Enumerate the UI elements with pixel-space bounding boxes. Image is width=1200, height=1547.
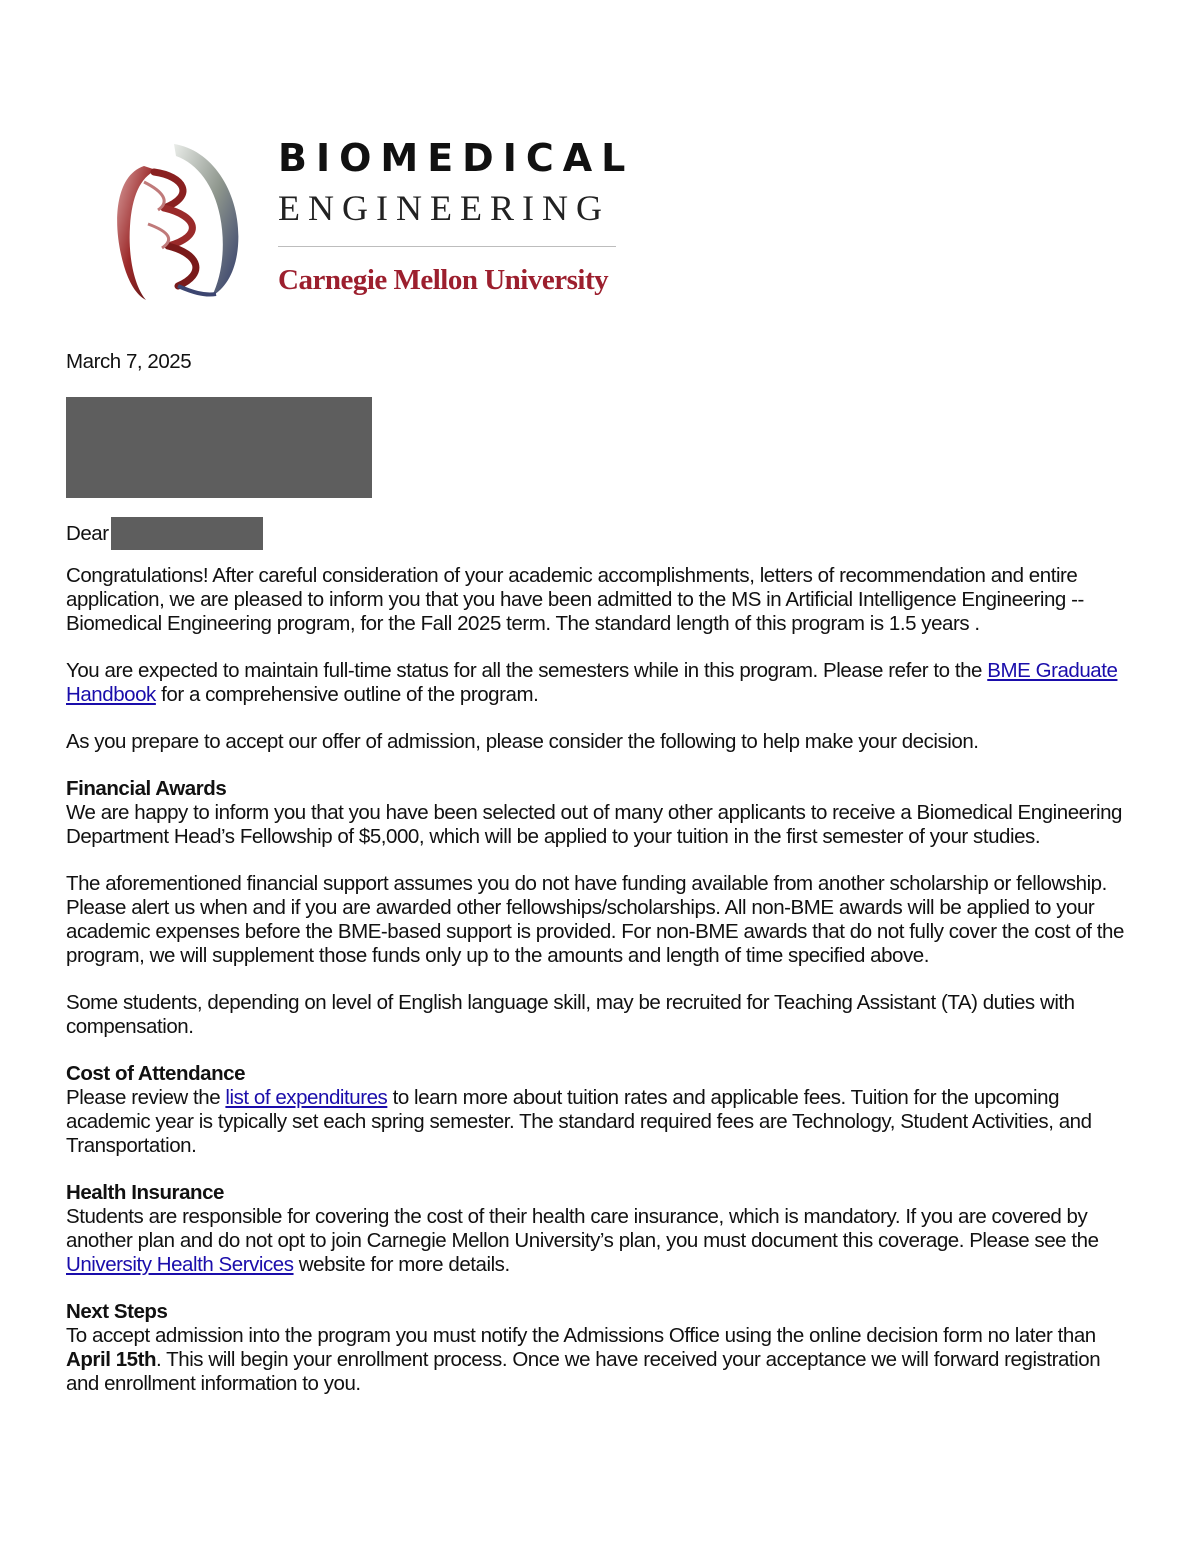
cost-heading: Cost of Attendance (66, 1062, 246, 1085)
department-name-line1: BIOMEDICAL (278, 136, 635, 180)
deadline-date: April 15th (66, 1348, 157, 1371)
cost-section (66, 1062, 1136, 1158)
university-name: Carnegie Mellon University (278, 264, 609, 296)
prepare-paragraph: As you prepare to accept our offer of admission, please consider the following to help make your decision. (66, 730, 979, 753)
salutation (66, 517, 1136, 550)
financial-awards-heading: Financial Awards (66, 777, 227, 800)
next-steps-text-before: To accept admission into the program you must notify the Admissions Office using the online decision form no later than (66, 1324, 1096, 1347)
status-paragraph (66, 659, 1136, 707)
redacted-name (111, 517, 263, 550)
letterhead-divider (278, 246, 616, 247)
cost-text-before: Please review the (66, 1086, 226, 1109)
financial-support-paragraph: The aforementioned financial support assumes you do not have funding available from another scholarship or fellowship. Please alert us when and if you are awarded other fellowships/scholarships. All non-BME awards will be applied to your academic expenses before the BME-based support is provided. For non-BME awards that do not fully cover the cost of the program, we will supplement those funds only up to the amounts and length of time specified above. (66, 872, 1124, 967)
next-steps-section (66, 1300, 1136, 1396)
redacted-address-block (66, 397, 372, 498)
health-heading: Health Insurance (66, 1181, 224, 1204)
next-steps-text-after: . This will begin your enrollment process. Once we have received your acceptance we will forward registration and enrollment information to you. (66, 1348, 1101, 1395)
next-steps-heading: Next Steps (66, 1300, 168, 1323)
bme-handbook-link[interactable]: BME Graduate Handbook (66, 659, 1118, 706)
bme-ribbon-logo-icon (104, 136, 252, 306)
cost-text-after: to learn more about tuition rates and applicable fees. Tuition for the upcoming academic year is typically set each spring semester. The standard required fees are Technology, Student Activities, and Transportation. (66, 1086, 1092, 1157)
letter-date: March 7, 2025 (66, 350, 192, 373)
financial-awards-section (66, 777, 1136, 849)
health-section (66, 1181, 1136, 1277)
salutation-text: Dear (66, 521, 109, 545)
intro-paragraph: Congratulations! After careful consideration of your academic accomplishments, letters of recommendation and entire application, we are pleased to inform you that you have been admitted to the MS in Artificial Intelligence Engineering -- Biomedical Engineering program, for the Fall 2025 term. The standard length of this program is 1.5 years . (66, 564, 1084, 635)
letter-body (66, 350, 1136, 1419)
department-name-line2: ENGINEERING (278, 188, 610, 228)
ta-paragraph: Some students, depending on level of English language skill, may be recruited for Teaching Assistant (TA) duties with compensation. (66, 991, 1075, 1038)
health-services-link[interactable]: University Health Services (66, 1253, 294, 1276)
health-text-after: website for more details. (293, 1253, 510, 1276)
health-text-before: Students are responsible for covering the cost of their health care insurance, which is mandatory. If you are covered by another plan and do not opt to join Carnegie Mellon University’s plan, you must document this coverage. Please see the (66, 1205, 1099, 1252)
expenditures-link[interactable]: list of expenditures (225, 1086, 388, 1109)
letterhead (104, 132, 635, 312)
status-text-before: You are expected to maintain full-time status for all the semesters while in this program. Please refer to the (66, 659, 988, 682)
financial-awards-text: We are happy to inform you that you have been selected out of many other applicants to receive a Biomedical Engineering Department Head’s Fellowship of $5,000, which will be applied to your tuition in the first semester of your studies. (66, 801, 1123, 848)
status-text-after: for a comprehensive outline of the program. (155, 683, 539, 706)
